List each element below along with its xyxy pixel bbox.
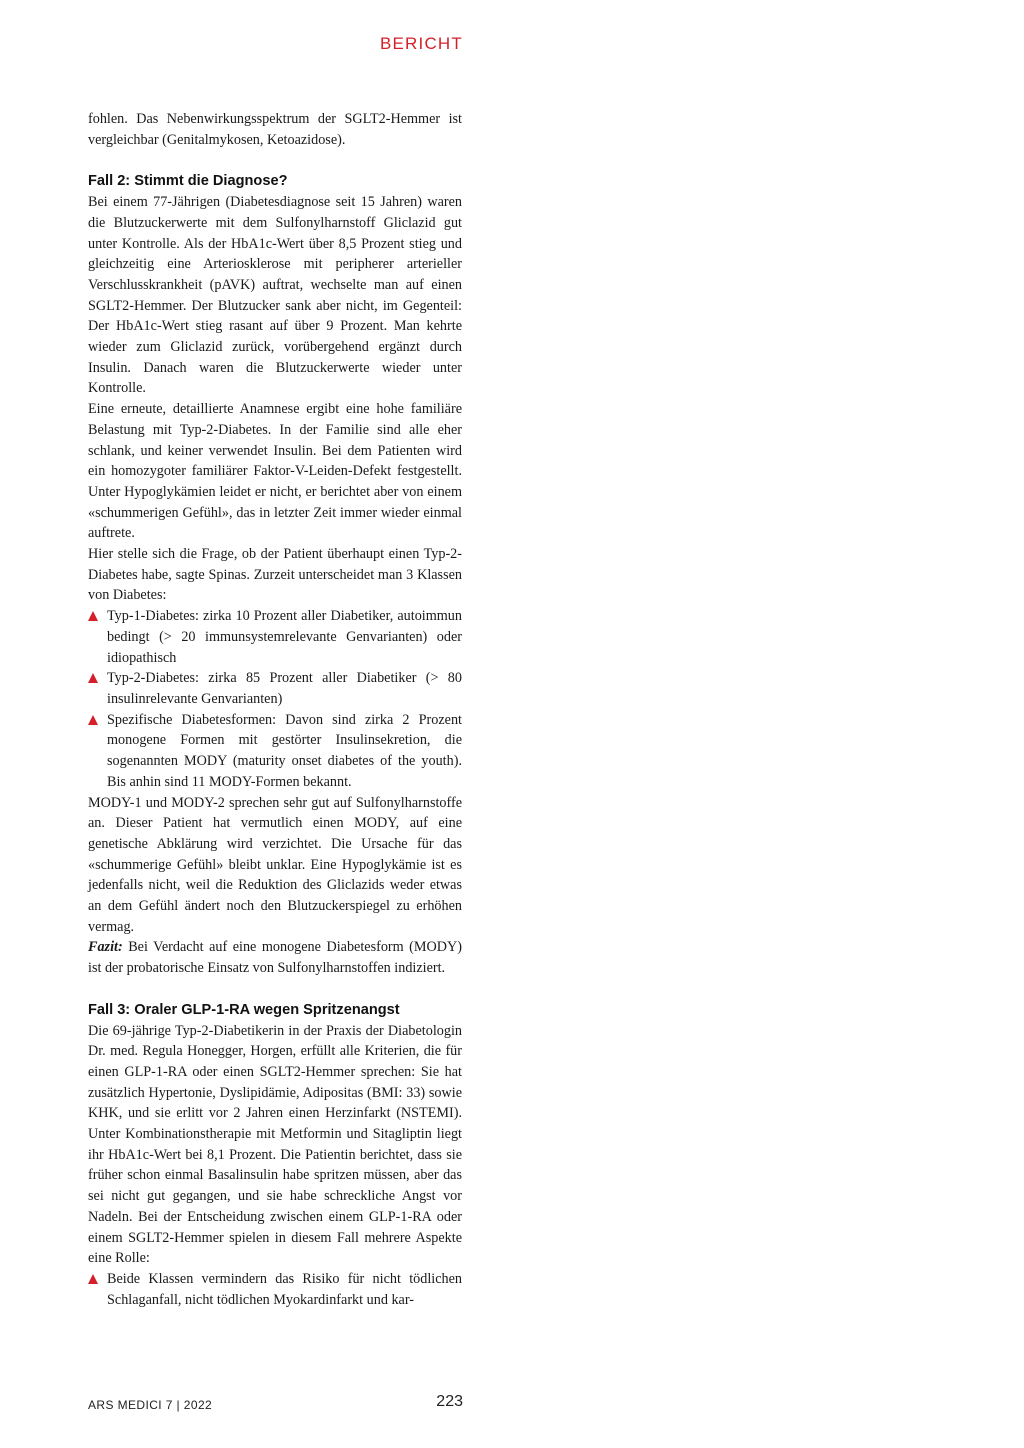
case3-aspects-list <box>88 1269 462 1310</box>
list-item <box>88 710 462 793</box>
list-item-text: Spezifische Diabetesformen: Davon sind zirka 2 Prozent monogene Formen mit gestörter Insulinsekretion, die sogenannten MODY (maturity onset diabetes of the youth). Bis anhin sind 11 MODY-Formen bekannt. <box>107 711 462 790</box>
case2-paragraph-4: MODY-1 und MODY-2 sprechen sehr gut auf Sulfonylharnstoffe an. Dieser Patient hat vermutlich einen MODY, auf eine genetische Abklärung wird verzichtet. Die Ursache für das «schummerige Gefühl» bleibt unklar. Eine Hypoglykämie ist es jedenfalls nicht, weil die Reduktion des Gliclazids weder etwas an dem Gefühl ändert noch den Blutzuckerspiegel zu erhöhen vermag. <box>88 794 462 935</box>
case2-paragraph-1: Bei einem 77-Jährigen (Diabetesdiagnose seit 15 Jahren) waren die Blutzuckerwerte mit dem Sulfonylharnstoff Gliclazid gut unter Kontrolle. Als der HbA1c-Wert über 8,5 Prozent stieg und gleichzeitig eine Arteriosklerose mit peripherer arterieller Verschlusskrankheit (pAVK) auftrat, wechselte man auf einen SGLT2-Hemmer. Der Blutzucker sank aber nicht, im Gegenteil: Der HbA1c-Wert stieg rasant auf über 9 Prozent. Man kehrte wieder zum Gliclazid zurück, vorübergehend ergänzt durch Insulin. Danach waren die Blutzuckerwerte wieder unter Kontrolle. <box>88 194 462 397</box>
list-item-text: Typ-1-Diabetes: zirka 10 Prozent aller Diabetiker, autoimmun bedingt (> 20 immunsystemrelevante Genvarianten) oder idiopathisch <box>107 608 462 666</box>
list-item <box>88 668 462 709</box>
fazit-label: Fazit: <box>88 939 123 956</box>
triangle-bullet-icon <box>88 715 98 725</box>
list-item-text: Beide Klassen vermindern das Risiko für nicht tödlichen Schlaganfall, nicht tödlichen Myokardinfarkt und kar- <box>107 1270 462 1308</box>
section-label: BERICHT <box>379 34 463 53</box>
list-item-text: Typ-2-Diabetes: zirka 85 Prozent aller Diabetiker (> 80 insulinrelevante Genvarianten) <box>107 670 462 707</box>
list-item <box>88 1269 462 1310</box>
triangle-bullet-icon <box>88 1274 98 1284</box>
footer-journal-issue: ARS MEDICI 7 | 2022 <box>88 1398 213 1412</box>
case3-heading: Fall 3: Oraler GLP-1-RA wegen Spritzenangst <box>88 1001 400 1018</box>
case2-paragraph-2: Eine erneute, detaillierte Anamnese ergibt eine hohe familiäre Belastung mit Typ-2-Diabetes. In der Familie sind alle eher schlank, und keiner verwendet Insulin. Bei dem Patienten wird ein homozygoter familiärer Faktor-V-Leiden-Defekt festgestellt. Unter Hypoglykämien leidet er nicht, er berichtet aber von einem «schummerigen Gefühl», das in letzter Zeit immer wieder einmal auftrete. <box>88 401 462 542</box>
case2-paragraph-3: Hier stelle sich die Frage, ob der Patient überhaupt einen Typ-2-Diabetes habe, sagte Spinas. Zurzeit unterscheidet man 3 Klassen von Diabetes: <box>88 546 462 604</box>
triangle-bullet-icon <box>88 673 98 683</box>
triangle-bullet-icon <box>88 611 98 621</box>
intro-paragraph: fohlen. Das Nebenwirkungsspektrum der SGLT2-Hemmer ist vergleichbar (Genitalmykosen, Ketoazidose). <box>88 111 462 148</box>
list-item <box>88 606 462 668</box>
article-column <box>88 109 462 1310</box>
diabetes-classes-list <box>88 606 462 792</box>
case3-paragraph-1: Die 69-jährige Typ-2-Diabetikerin in der Praxis der Diabetologin Dr. med. Regula Honegger, Horgen, erfüllt alle Kriterien, die für einen GLP-1-RA oder einen SGLT2-Hemmer sprechen: Sie hat zusätzlich Hypertonie, Dyslipidämie, Adipositas (BMI: 33) sowie KHK, und sie erlitt vor 2 Jahren einen Herzinfarkt (NSTEMI). Unter Kombinationstherapie mit Metformin und Sitagliptin liegt ihr HbA1c-Wert bei 8,1 Prozent. Die Patientin berichtet, dass sie früher schon einmal Basalinsulin habe spritzen müssen, aber das sei nicht gut gegangen, und sie habe schreckliche Angst vor Nadeln. Bei der Entscheidung zwischen einem GLP-1-RA oder einem SGLT2-Hemmer spielen in diesem Fall mehrere Aspekte eine Rolle: <box>88 1022 462 1267</box>
case2-heading: Fall 2: Stimmt die Diagnose? <box>88 173 288 190</box>
footer-page-number: 223 <box>436 1393 463 1410</box>
fazit-text: Bei Verdacht auf eine monogene Diabetesform (MODY) ist der probatorische Einsatz von Sulfonylharnstoffen indiziert. <box>88 939 462 977</box>
case2-fazit <box>88 937 462 978</box>
